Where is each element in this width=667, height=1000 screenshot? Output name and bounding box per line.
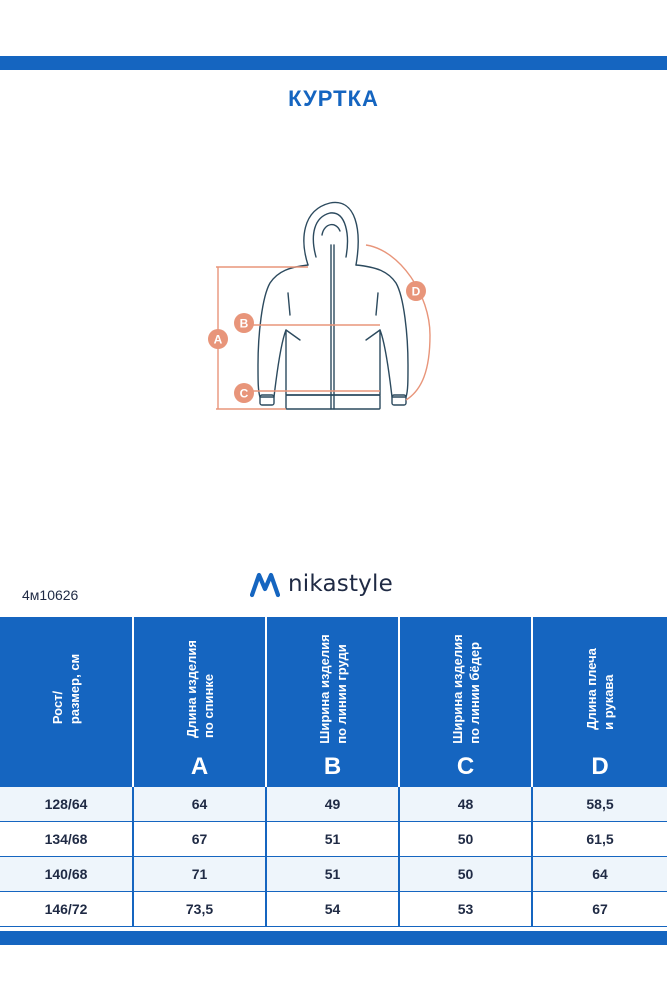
table-cell: 134/68 <box>0 822 134 856</box>
header-letter-a: A <box>190 753 209 780</box>
table-cell: 50 <box>400 822 533 856</box>
table-row <box>0 787 667 822</box>
table-cell: 64 <box>592 866 608 882</box>
header-letter-d: D <box>591 753 609 780</box>
label-b-text: B <box>239 316 249 331</box>
header-line: Длина плеча <box>584 648 599 730</box>
header-line: размер, см <box>67 653 82 725</box>
table-cell: 146/72 <box>0 892 134 926</box>
header-line: Рост/ <box>50 690 65 725</box>
size-table-body <box>0 787 667 927</box>
table-cell: 73,5 <box>134 892 267 926</box>
brand-name: nikastyle <box>288 571 393 597</box>
header-letter-c: C <box>456 753 475 780</box>
jacket-outline <box>258 202 408 409</box>
header-line: и рукава <box>601 674 616 730</box>
table-cell: 140/68 <box>0 857 134 891</box>
header-line: по спинке <box>200 673 216 738</box>
table-cell: 58,5 <box>586 796 614 812</box>
header-chest-width <box>267 617 400 787</box>
table-row <box>0 892 667 927</box>
label-d-text: D <box>411 284 421 299</box>
measurement-d-label <box>406 281 426 301</box>
table-cell: 64 <box>134 787 267 821</box>
bottom-accent-bar <box>0 931 667 945</box>
header-line: Ширина изделия <box>316 634 332 744</box>
size-table <box>0 617 667 927</box>
page-title: КУРТКА <box>288 86 379 111</box>
label-c-text: C <box>239 386 249 401</box>
measurement-b-label <box>234 313 254 333</box>
article-number: 4м10626 <box>22 587 79 603</box>
table-cell: 51 <box>267 822 400 856</box>
table-cell: 67 <box>134 822 267 856</box>
brand-logo <box>250 566 393 602</box>
size-table-header <box>0 617 667 787</box>
table-cell: 50 <box>400 857 533 891</box>
header-height-size <box>0 617 134 787</box>
header-line: по линии бёдер <box>466 641 482 744</box>
table-cell: 49 <box>267 787 400 821</box>
header-line: по линии груди <box>333 644 349 744</box>
header-line: Ширина изделия <box>449 634 465 744</box>
header-letter-b: B <box>323 753 342 780</box>
table-cell: 61,5 <box>586 831 614 847</box>
measurement-c-label <box>234 383 254 403</box>
table-cell: 53 <box>400 892 533 926</box>
table-cell: 71 <box>134 857 267 891</box>
header-hip-width <box>400 617 533 787</box>
header-line: Длина изделия <box>183 640 199 738</box>
table-cell: 51 <box>267 857 400 891</box>
table-row <box>0 822 667 857</box>
header-shoulder-sleeve <box>533 617 667 787</box>
table-row <box>0 857 667 892</box>
table-cell: 67 <box>592 901 608 917</box>
measurement-a-label <box>208 329 228 349</box>
table-cell: 54 <box>267 892 400 926</box>
brand-mark-icon <box>250 569 280 599</box>
label-a-text: A <box>213 332 223 347</box>
table-cell: 48 <box>400 787 533 821</box>
top-accent-bar <box>0 56 667 70</box>
header-length-back <box>134 617 267 787</box>
table-cell: 128/64 <box>0 787 134 821</box>
jacket-measurement-diagram <box>190 195 450 430</box>
